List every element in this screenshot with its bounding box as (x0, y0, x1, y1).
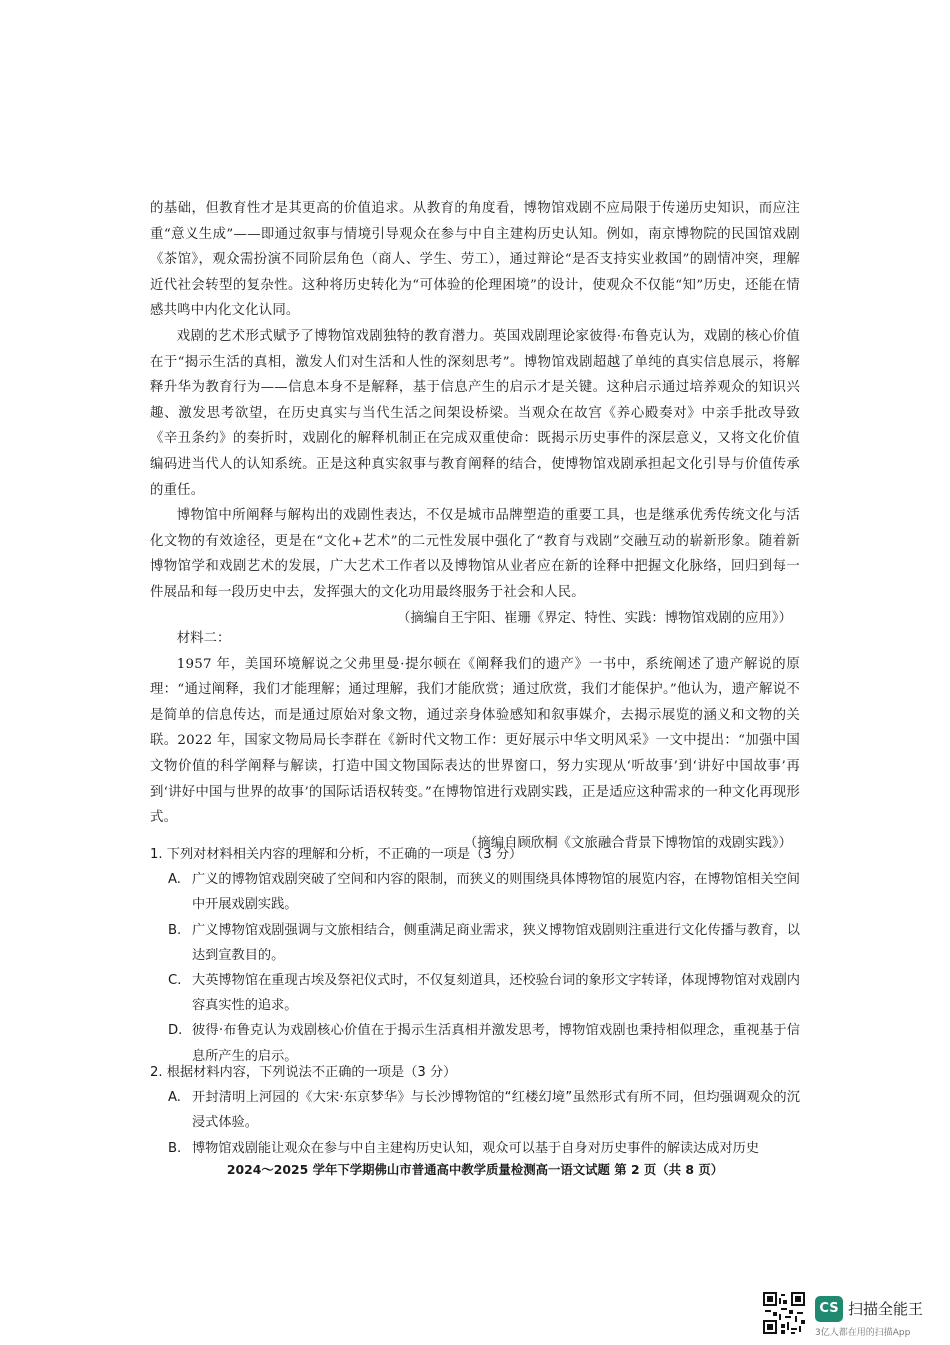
question-2-option-b (150, 1136, 800, 1161)
question-1-stem: 1. 下列对材料相关内容的理解和分析，不正确的一项是（3 分） (150, 847, 523, 862)
option-text: 大英博物馆在重现古埃及祭祀仪式时，不仅复刻道具，还校验台词的象形文字转译，体现博物馆对戏剧内容真实性的追求。 (192, 973, 800, 1014)
question-1-option-b (150, 918, 800, 968)
question-2 (150, 1060, 800, 1161)
option-letter: A. (168, 872, 181, 888)
material-one-paragraph-3: 博物馆中所阐释与解构出的戏剧性表达，不仅是城市品牌塑造的重要工具，也是继承优秀传统文化与活化文物的有效途径，更是在“文化+艺术”的二元性发展中强化了“教育与戏剧”交融互动的崭新形象。随着新博物馆学和戏剧艺术的发展，广大艺术工作者以及博物馆从业者应在新的诠释中把握文化脉络，回归到每一件展品和每一段历史中去，发挥强大的文化功用最终服务于社会和人民。 (150, 508, 800, 600)
option-letter: C. (168, 973, 182, 989)
question-1-option-c (150, 968, 800, 1018)
material-two-title: 材料二： (176, 631, 231, 646)
camscanner-tagline: 3亿人都在用的扫描App (815, 1328, 911, 1338)
camscanner-logo: CS (815, 1296, 843, 1322)
material-one-paragraph-1: 的基础，但教育性才是其更高的价值追求。从教育的角度看，博物馆戏剧不应局限于传递历史知识，而应注重“意义生成”——即通过叙事与情境引导观众在参与中自主建构历史认知。例如，南京博物院的民国馆戏剧《茶馆》，观众需扮演不同阶层角色（商人、学生、劳工），通过辩论“是否支持实业救国”的剧情冲突，理解近代社会转型的复杂性。这种将历史转化为“可体验的伦理困境”的设计，使观众不仅能“知”历史，还能在情感共鸣中内化文化认同。 (150, 201, 800, 319)
option-letter: B. (168, 922, 182, 938)
question-1-option-a (150, 867, 800, 917)
material-two-paragraph: 1957 年，美国环境解说之父弗里曼·提尔顿在《阐释我们的遗产》一书中，系统阐述了遗产解说的原理：“通过阐释，我们才能理解；通过理解，我们才能欣赏；通过欣赏，我们才能保护。”他认为，遗产解说不是简单的信息传达，而是通过原始对象文物，通过亲身体验感知和叙事媒介，去揭示展览的涵义和文物的关联。2022 年，国家文物局局长李群在《新时代文物工作：更好展示中华文明风采》一文中提出：“加强中国文物价值的科学阐释与解读，打造中国文物国际表达的世界窗口，努力实现从‘听故事’到‘讲好中国故事’再到‘讲好中国与世界的故事’的国际话语权转变。”在博物馆进行戏剧实践，正是适应这种需求的一种文化再现形式。 (150, 656, 800, 826)
qr-code-icon (761, 1290, 807, 1336)
option-text: 博物馆戏剧能让观众在参与中自主建构历史认知，观众可以基于自身对历史事件的解读达成对历史 (192, 1140, 760, 1156)
option-text: 开封清明上河园的《大宋·东京梦华》与长沙博物馆的“红楼幻境”虽然形式有所不同，但均强调观众的沉浸式体验。 (192, 1090, 800, 1131)
question-2-option-a (150, 1085, 800, 1135)
option-text: 彼得·布鲁克认为戏剧核心价值在于揭示生活真相并激发思考，博物馆戏剧也秉持相似理念，重视基于信息所产生的启示。 (192, 1023, 800, 1064)
question-2-stem: 2. 根据材料内容，下列说法不正确的一项是（3 分） (150, 1065, 457, 1080)
option-text: 广义博物馆戏剧强调与文旅相结合，侧重满足商业需求，狭义博物馆戏剧则注重进行文化传播与教育，以达到宣教目的。 (192, 922, 800, 963)
material-two-source: （摘编自顾欣桐《文旅融合背景下博物馆的戏剧实践》） (463, 835, 792, 851)
option-text: 广义的博物馆戏剧突破了空间和内容的限制，而狭义的则围绕具体博物馆的展览内容，在博物馆相关空间中开展戏剧实践。 (192, 872, 800, 913)
material-one (150, 196, 800, 631)
option-letter: D. (168, 1023, 183, 1039)
option-letter: A. (168, 1090, 181, 1106)
question-1 (150, 842, 800, 1069)
camscanner-brand: 扫描全能王 (848, 1300, 924, 1318)
option-letter: B. (168, 1140, 182, 1156)
material-one-source: （摘编自王宇阳、崔珊《界定、特性、实践：博物馆戏剧的应用》） (396, 610, 792, 626)
material-one-paragraph-2: 戏剧的艺术形式赋予了博物馆戏剧独特的教育潜力。英国戏剧理论家彼得·布鲁克认为，戏剧的核心价值在于“揭示生活的真相，激发人们对生活和人性的深刻思考”。博物馆戏剧超越了单纯的真实信息展示，将解释升华为教育行为——信息本身不是解释，基于信息产生的启示才是关键。这种启示通过培养观众的知识兴趣、激发思考欲望，在历史真实与当代生活之间架设桥梁。当观众在故宫《养心殿奏对》中亲手批改导致《辛丑条约》的奏折时，戏剧化的解释机制正在完成双重使命：既揭示历史事件的深层意义，又将文化价值编码进当代人的认知系统。正是这种真实叙事与教育阐释的结合，使博物馆戏剧承担起文化引导与价值传承的重任。 (150, 328, 800, 498)
material-two (150, 626, 800, 856)
page-footer: 2024～2025 学年下学期佛山市普通高中教学质量检测高一语文试题 第 2 页（共 8 页） (226, 1162, 724, 1177)
